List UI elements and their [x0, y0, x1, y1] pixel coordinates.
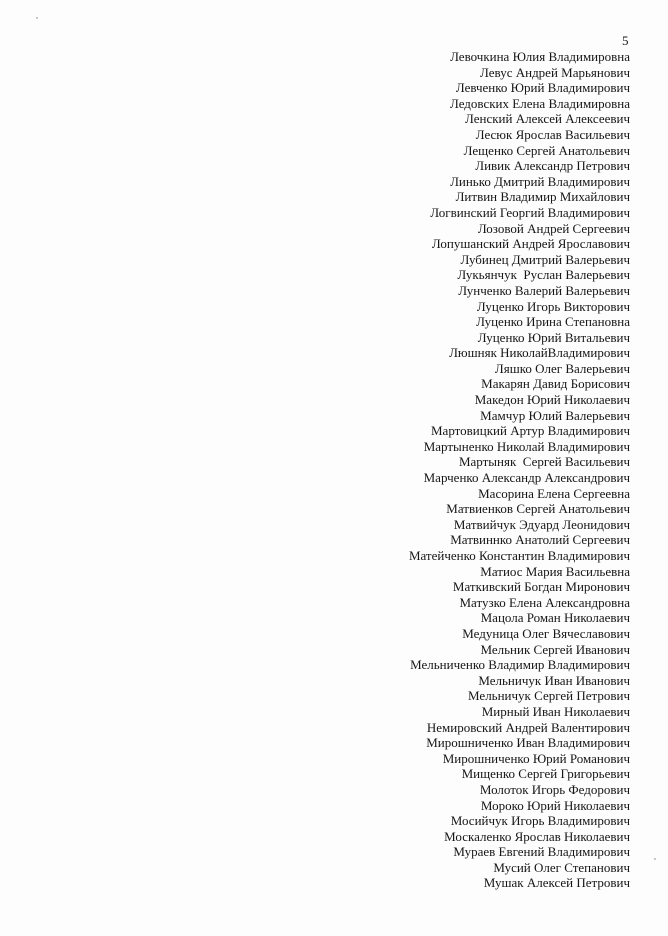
name-entry: Лещенко Сергей Анатольевич [463, 142, 630, 158]
name-entry: Лубинец Дмитрий Валерьевич [460, 251, 630, 267]
name-entry: Марченко Александр Александрович [423, 470, 630, 486]
name-entry: Лунченко Валерий Валерьевич [458, 282, 630, 298]
name-entry: Медуница Олег Вячеславович [462, 625, 630, 641]
name-entry: Масорина Елена Сергеевна [478, 485, 630, 501]
name-entry: Мирный Иван Николаевич [481, 703, 630, 719]
name-entry: Москаленко Ярослав Николаевич [444, 828, 630, 844]
scan-speck [654, 858, 656, 860]
name-entry: Мартыняк Сергей Васильевич [458, 454, 630, 470]
name-entry: Мирошниченко Юрий Романович [442, 750, 630, 766]
name-entry: Матвийчук Эдуард Леонидович [453, 516, 630, 532]
name-entry: Матузко Елена Александровна [459, 594, 630, 610]
name-entry: Мищенко Сергей Григорьевич [461, 766, 630, 782]
name-entry: Немировский Андрей Валентирович [426, 719, 630, 735]
name-entry: Матвиенков Сергей Анатольевич [446, 501, 630, 517]
scan-speck [36, 17, 38, 19]
name-entry: Ливик Александр Петрович [475, 158, 630, 174]
name-entry: Лукьянчук Руслан Валерьевич [457, 267, 630, 283]
name-entry: Мельничук Иван Иванович [478, 672, 630, 688]
name-entry: Молоток Игорь Федорович [479, 781, 630, 797]
name-entry: Луценко Ирина Степановна [476, 314, 630, 330]
name-entry: Мартыненко Николай Владимирович [423, 438, 630, 454]
name-entry: Маткивский Богдан Миронович [452, 579, 630, 595]
name-entry: Ленский Алексей Алексеевич [465, 111, 630, 127]
name-entry: Литвин Владимир Михайлович [455, 189, 630, 205]
name-entry: Макарян Давид Борисович [481, 376, 630, 392]
name-entry: Луценко Юрий Витальевич [477, 329, 630, 345]
name-entry: Мельниченко Владимир Владимирович [410, 657, 630, 673]
name-entry: Ляшко Олег Валерьевич [494, 360, 630, 376]
name-entry: Мусий Олег Степанович [493, 859, 630, 875]
name-entry: Логвинский Георгий Владимирович [430, 204, 630, 220]
page-number: 5 [622, 33, 629, 48]
name-entry: Лозовой Андрей Сергеевич [477, 220, 630, 236]
name-entry: Мирошниченко Иван Владимирович [426, 735, 630, 751]
name-entry: Матейченко Константин Владимирович [408, 548, 630, 563]
name-entry: Линько Дмитрий Владимирович [450, 173, 630, 189]
name-entry: Мельничук Сергей Петрович [468, 688, 630, 704]
name-entry: Лопушанский Андрей Ярославович [431, 236, 630, 252]
name-entry: Матиос Мария Васильевна [480, 563, 630, 579]
name-entry: Левченко Юрий Владимирович [455, 80, 630, 96]
name-entry: Лесюк Ярослав Васильевич [475, 126, 630, 142]
name-entry: Мураев Евгений Владимирович [453, 844, 630, 860]
name-entry: Левочкина Юлия Владимировна [450, 49, 630, 64]
name-entry: Люшняк НиколайВладимирович [449, 345, 630, 361]
name-entry: Левус Андрей Марьянович [480, 64, 630, 80]
name-entry: Мамчур Юлий Валерьевич [480, 407, 630, 423]
name-entry: Мартовицкий Артур Владимирович [431, 423, 630, 439]
name-entry: Мосийчук Игорь Владимирович [450, 813, 630, 829]
name-entry: Мороко Юрий Николаевич [480, 797, 630, 813]
name-entry: Мельник Сергей Иванович [480, 641, 630, 657]
names-list [409, 49, 630, 891]
name-entry: Ледовских Елена Владимировна [449, 95, 630, 111]
name-entry: Мушак Алексей Петрович [483, 875, 630, 891]
name-entry: Мацола Роман Николаевич [480, 610, 630, 626]
name-entry: Матвиннко Анатолий Сергеевич [450, 532, 630, 548]
name-entry: Луценко Игорь Викторович [476, 298, 630, 314]
name-entry: Македон Юрий Николаевич [474, 392, 630, 408]
